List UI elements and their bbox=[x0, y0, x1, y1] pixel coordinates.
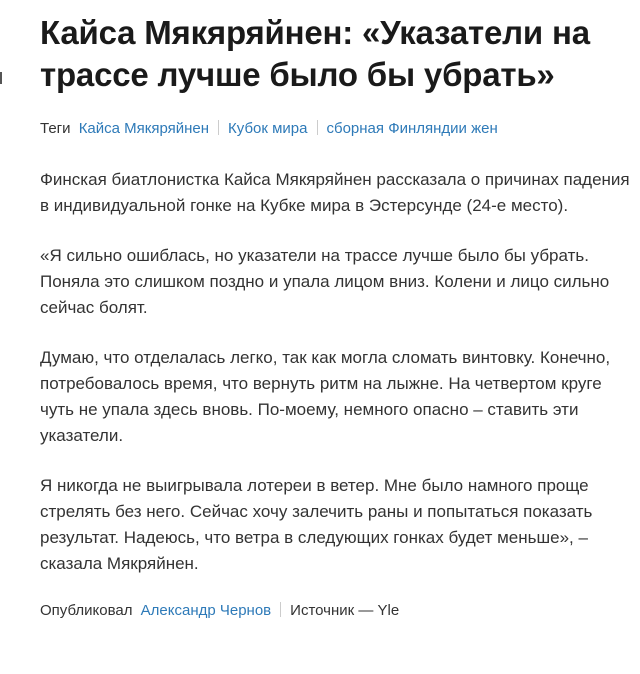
tag-link-kaisa-makarainen[interactable]: Кайса Мякяряйнен bbox=[78, 120, 210, 137]
article-paragraph: Думаю, что отделалась легко, так как могла сломать винтовку. Конечно, потребовалось время, что вернуть ритм на лыжне. На четвертом круге чуть не упала здесь вновь. По-моему, немного опасно – ставить эти указатели. bbox=[40, 348, 611, 445]
tag-separator bbox=[317, 120, 318, 135]
article-body bbox=[40, 167, 630, 577]
tag-link-world-cup[interactable]: Кубок мира bbox=[228, 120, 308, 137]
source-label: Источник — Yle bbox=[290, 602, 400, 619]
tags-row bbox=[40, 119, 630, 139]
footer-separator bbox=[280, 602, 281, 617]
page-edge-marker bbox=[0, 72, 2, 84]
article-paragraph: Я никогда не выигрывала лотереи в ветер. Мне было намного проще стрелять без него. Сейчас хочу залечить раны и попытаться показать результат. Надеюсь, что ветра в следующих гонках будет меньше», – сказала Мякряйнен. bbox=[40, 476, 593, 573]
article-footer bbox=[40, 601, 630, 621]
tag-link-finland-women-team[interactable]: сборная Финляндии жен bbox=[326, 120, 498, 137]
article bbox=[40, 12, 630, 621]
tags-label: Теги bbox=[40, 120, 71, 137]
article-paragraph: Финская биатлонистка Кайса Мякяряйнен рассказала о причинах падения в индивидуальной гонке на Кубке мира в Эстерсунде (24-е место). bbox=[40, 170, 630, 215]
article-title: Кайса Мякяряйнен: «Указатели на трассе лучше было бы убрать» bbox=[40, 14, 590, 93]
published-label: Опубликовал bbox=[40, 602, 133, 619]
author-link[interactable]: Александр Чернов bbox=[140, 602, 272, 619]
article-paragraph: «Я сильно ошиблась, но указатели на трассе лучше было бы убрать. Поняла это слишком поздно и упала лицом вниз. Колени и лицо сильно сейчас болят. bbox=[40, 246, 610, 317]
tag-separator bbox=[218, 120, 219, 135]
